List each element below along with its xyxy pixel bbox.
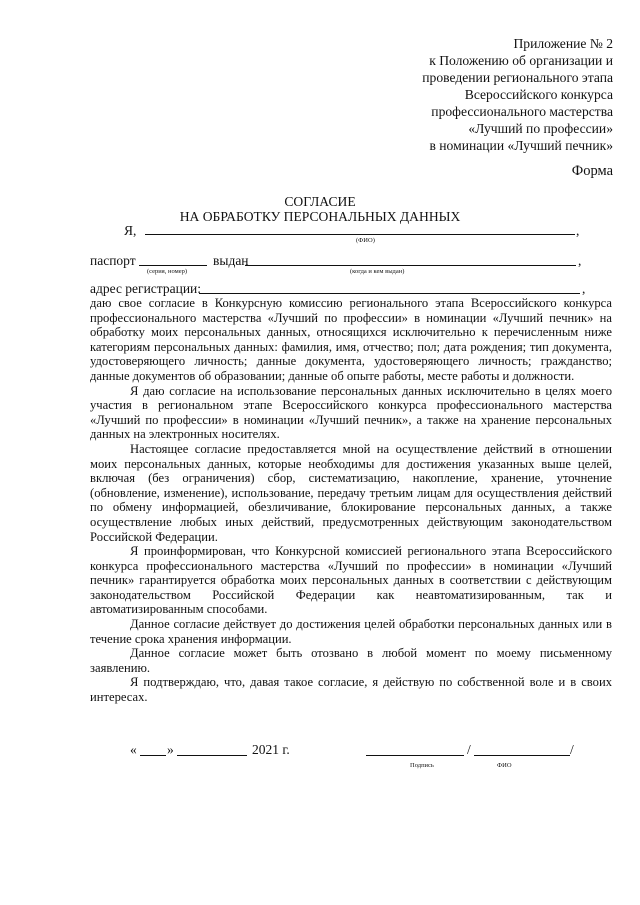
- appendix-line: профессионального мастерства: [431, 104, 613, 119]
- address-input-line[interactable]: [199, 293, 580, 294]
- day-input-line[interactable]: [140, 755, 166, 756]
- fio-comma: ,: [576, 223, 580, 238]
- paragraph: Я подтверждаю, что, давая такое согласие, я действую по собственной воле и в своих интересах.: [90, 675, 612, 705]
- sign-fio-caption: ФИО: [497, 762, 512, 769]
- appendix-line: Всероссийского конкурса: [464, 87, 613, 102]
- passport-label: паспорт: [90, 253, 136, 268]
- appendix-header: [353, 35, 613, 154]
- appendix-line: проведении регионального этапа: [422, 70, 613, 85]
- issued-input-line[interactable]: [245, 265, 576, 266]
- title-line-2: НА ОБРАБОТКУ ПЕРСОНАЛЬНЫХ ДАННЫХ: [179, 209, 461, 224]
- paragraph: Данное согласие может быть отозвано в любой момент по моему письменному заявлению.: [90, 646, 612, 675]
- passport-input-line[interactable]: [139, 265, 207, 266]
- signature-input-line[interactable]: [366, 755, 464, 756]
- appendix-line: к Положению об организации и: [429, 53, 613, 68]
- year-label: 2021 г.: [252, 742, 290, 757]
- issued-label: выдан: [213, 253, 249, 268]
- passport-caption: (серия, номер): [147, 268, 187, 275]
- paragraph: Я проинформирован, что Конкурсной комиссией регионального этапа Всероссийского конкурса профессионального мастерства «Лучший по профессии» в номинации «Лучший печник» гарантируется обработка моих персональных данных в соответствии с действующим законодательством Российской Федерации как неавтоматизированным, так и автоматизированным способами.: [90, 544, 612, 617]
- address-label: адрес регистрации:: [90, 281, 202, 296]
- appendix-line: в номинации «Лучший печник»: [429, 138, 613, 153]
- title-line-1: СОГЛАСИЕ: [284, 194, 356, 209]
- slash-left: /: [467, 742, 471, 757]
- ya-label: Я,: [124, 223, 137, 238]
- fio-caption: (ФИО): [356, 237, 375, 244]
- fio-input-line[interactable]: [145, 234, 575, 235]
- issued-caption: (когда и кем выдан): [350, 268, 405, 275]
- sign-caption: Подпись: [410, 762, 434, 769]
- fio-sign-input-line[interactable]: [474, 755, 570, 756]
- paragraph: даю свое согласие в Конкурсную комиссию регионального этапа Всероссийского конкурса профессионального мастерства «Лучший по профессии» в номинации «Лучший печник» на обработку моих персональных данных, относящихся исключительно к перечисленным ниже категориям персональных данных: фамилия, имя, отчество; пол; дата рождения; тип документа, удостоверяющего личность; данные документа, удостоверяющего личность; гражданство; данные документов об образовании; данные об опыте работы, месте работы и должности.: [90, 296, 612, 383]
- date-close-quote: »: [167, 742, 174, 757]
- appendix-line: Приложение № 2: [513, 36, 613, 51]
- paragraph: Я даю согласие на использование персональных данных исключительно в целях моего участия в региональном этапе Всероссийского конкурса профессионального мастерства «Лучший по профессии» в номинации «Лучший печник», а также на хранение персональных данных на электронных носителях.: [90, 383, 612, 442]
- appendix-line: «Лучший по профессии»: [468, 121, 613, 136]
- date-open-quote: «: [130, 742, 137, 757]
- paragraph: Настоящее согласие предоставляется мной на осуществление действий в отношении моих персональных данных, которые необходимы для достижения указанных выше целей, включая (без ограничения) сбор, систематизацию, накопление, хранение, уточнение (обновление, изменение), использование, передачу третьим лицам для осуществления действий по обмену информацией, обезличивание, блокирование персональных данных, а также осуществление любых иных действий, предусмотренных действующим законодательством Российской Федерации.: [90, 441, 612, 544]
- document-title: [0, 194, 640, 224]
- slash-right: /: [570, 742, 574, 757]
- issued-comma: ,: [578, 253, 582, 268]
- address-comma: ,: [582, 281, 586, 296]
- consent-body: [90, 296, 612, 705]
- paragraph: Данное согласие действует до достижения целей обработки персональных данных или в течение срока хранения информации.: [90, 617, 612, 646]
- month-input-line[interactable]: [177, 755, 247, 756]
- form-label: Форма: [571, 163, 613, 179]
